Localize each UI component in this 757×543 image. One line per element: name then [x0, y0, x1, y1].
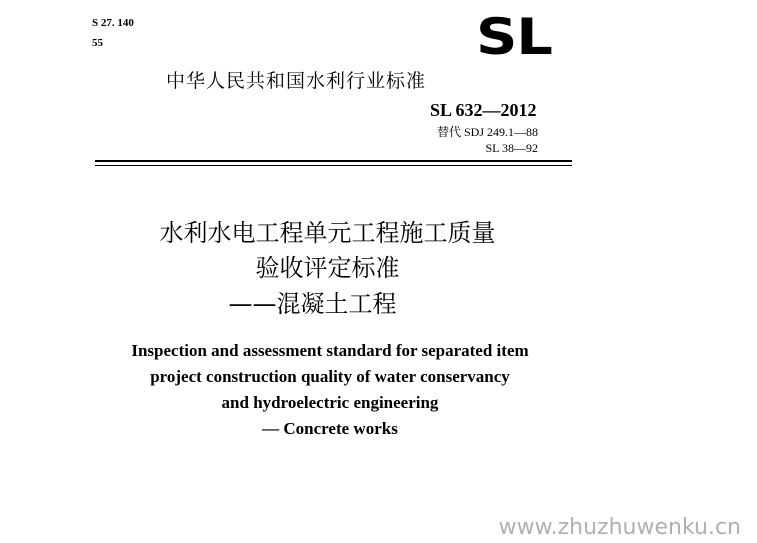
- standard-category-title: 中华人民共和国水利行业标准: [166, 70, 427, 92]
- standard-number: SL 632—2012: [430, 100, 537, 120]
- replaces-block: [437, 124, 538, 156]
- chinese-title-line: 验收评定标准: [255, 254, 400, 282]
- chinese-title-line: 水利水电工程单元工程施工质量: [159, 219, 496, 247]
- sl-logo: SL: [476, 8, 552, 66]
- chinese-subtitle-line: ——混凝土工程: [228, 290, 397, 318]
- english-title-line: project construction quality of water conservancy: [150, 367, 510, 386]
- header-rule-thick: [95, 160, 572, 162]
- watermark-text: www.zhuzhuwenku.cn: [498, 515, 741, 540]
- replaces-line: 替代 SDJ 249.1—88: [436, 125, 538, 139]
- ics-code: S 27. 140: [92, 17, 134, 29]
- replaces-line: SL 38—92: [485, 141, 538, 155]
- header-rule-thin: [95, 165, 572, 166]
- english-title-line: Inspection and assessment standard for separated item: [131, 341, 529, 360]
- english-subtitle-line: — Concrete works: [262, 419, 398, 438]
- ccs-code: 55: [92, 37, 103, 49]
- english-title-line: and hydroelectric engineering: [221, 393, 439, 412]
